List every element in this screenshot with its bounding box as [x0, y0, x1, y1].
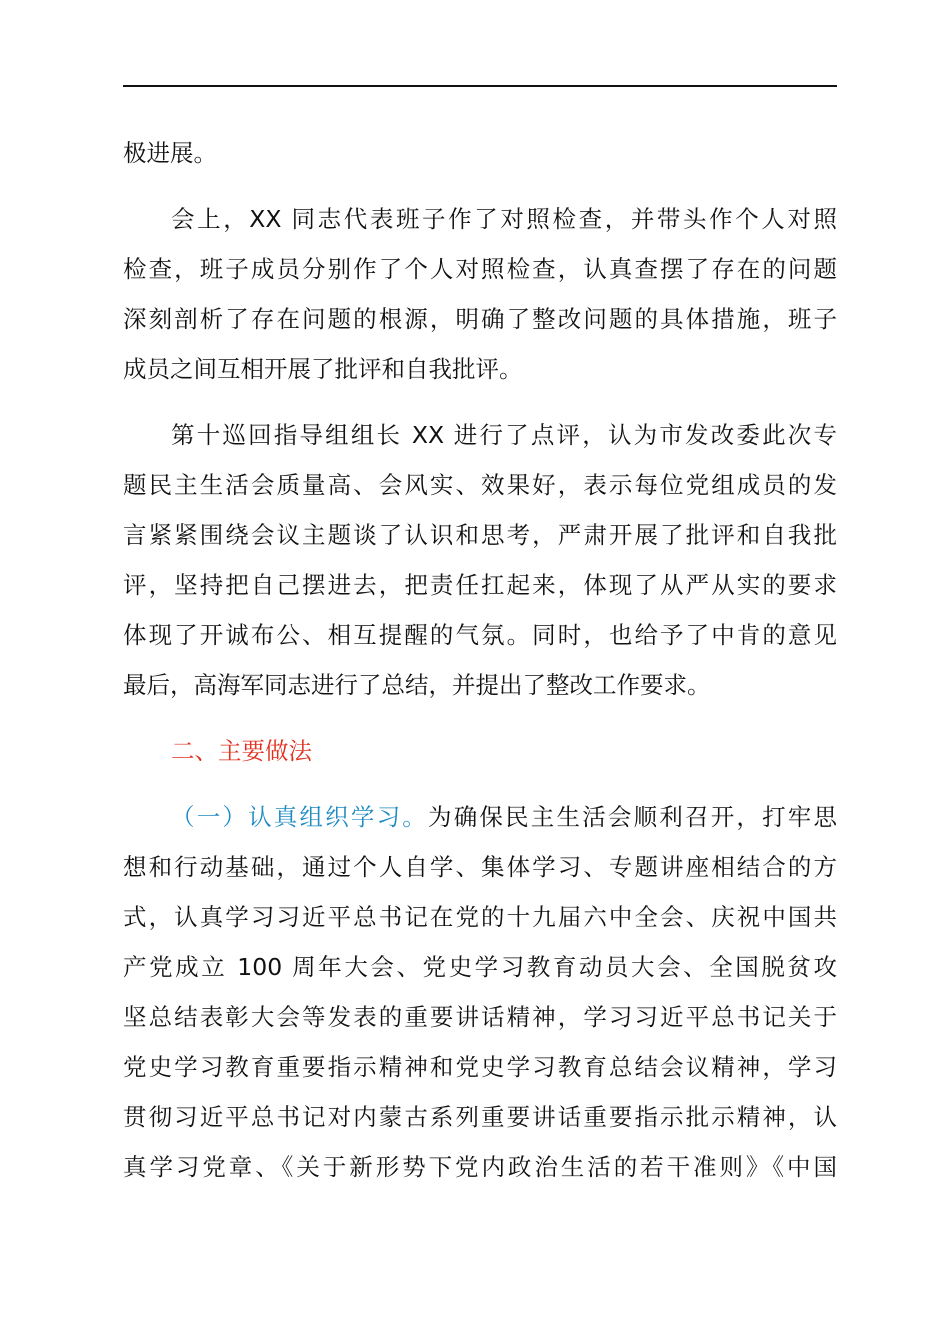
- text-line: 会上，XX 同志代表班子作了对照检查，并带头作个人对照: [171, 205, 837, 233]
- paragraph-review: [123, 410, 837, 710]
- text-line: 坚总结表彰大会等发表的重要讲话精神，学习习近平总书记关于: [123, 1003, 837, 1031]
- header-rule: [123, 85, 837, 87]
- document-body: [123, 128, 837, 1208]
- text-line: 党史学习教育重要指示精神和党史学习教育总结会议精神，学习: [123, 1053, 837, 1081]
- text-line: 贯彻习近平总书记对内蒙古系列重要讲话重要指示批示精神，认: [123, 1103, 837, 1131]
- subsection-heading: （一）认真组织学习。: [171, 803, 428, 831]
- text-line: 第十巡回指导组组长 XX 进行了点评，认为市发改委此次专: [171, 421, 837, 449]
- text-line: 深刻剖析了存在问题的根源，明确了整改问题的具体措施，班子: [123, 305, 837, 333]
- paragraph-continuation: [123, 128, 837, 178]
- text-line: 评，坚持把自己摆进去，把责任扛起来，体现了从严从实的要求: [123, 571, 837, 599]
- text-fragment: 为确保民主生活会顺利召开，打牢思: [428, 803, 837, 831]
- text-line: 想和行动基础，通过个人自学、集体学习、专题讲座相结合的方: [123, 853, 837, 881]
- text-line: 最后，高海军同志进行了总结，并提出了整改工作要求。: [123, 671, 711, 699]
- text-line: 真学习党章、《关于新形势下党内政治生活的若干准则》《中国: [123, 1153, 837, 1181]
- paragraph-meeting: [123, 194, 837, 394]
- text-line: 产党成立 100 周年大会、党史学习教育动员大会、全国脱贫攻: [123, 953, 837, 981]
- text-line: 极进展。: [123, 139, 217, 167]
- paragraph-study: [123, 792, 837, 1192]
- text-line: 言紧紧围绕会议主题谈了认识和思考，严肃开展了批评和自我批: [123, 521, 837, 549]
- text-line: 式，认真学习习近平总书记在党的十九届六中全会、庆祝中国共: [123, 903, 837, 931]
- text-line: 题民主生活会质量高、会风实、效果好，表示每位党组成员的发: [123, 471, 837, 499]
- text-line: 体现了开诚布公、相互提醒的气氛。同时，也给予了中肯的意见: [123, 621, 837, 649]
- section-heading: 二、主要做法: [171, 737, 312, 765]
- text-line: 成员之间互相开展了批评和自我批评。: [123, 355, 523, 383]
- text-line: [123, 792, 837, 842]
- text-line: 检查，班子成员分别作了个人对照检查，认真查摆了存在的问题: [123, 255, 837, 283]
